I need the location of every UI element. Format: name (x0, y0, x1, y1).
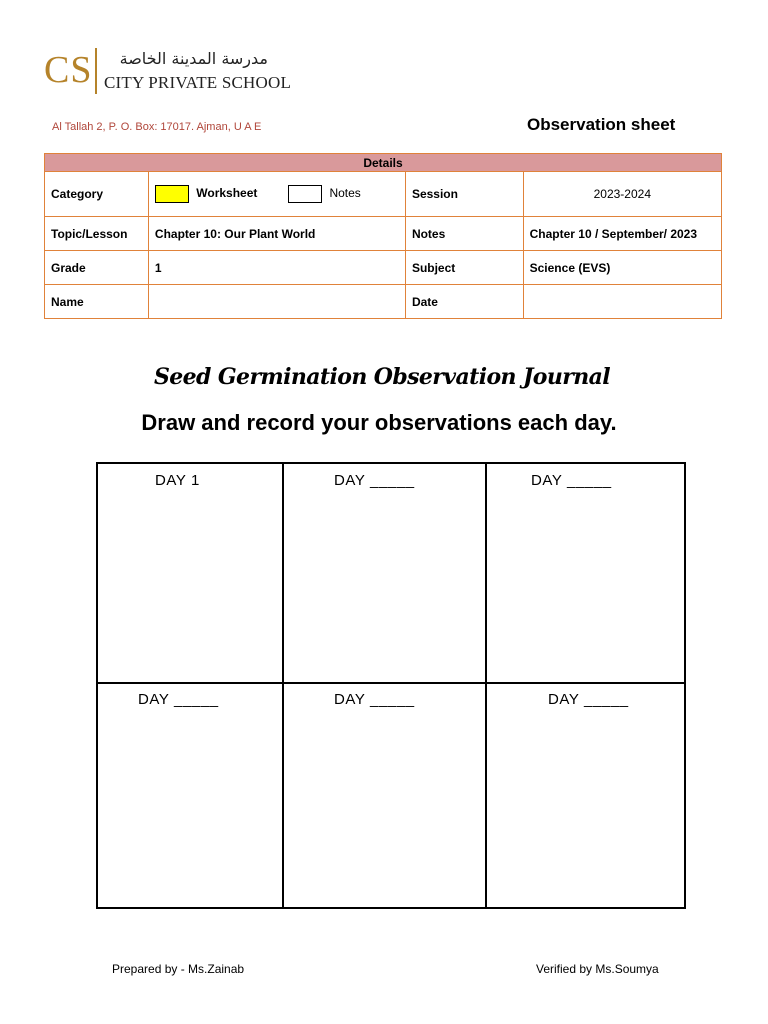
grid-divider-vertical-2 (485, 464, 487, 907)
notes-option-label: Notes (329, 186, 361, 201)
subject-value: Science (EVS) (523, 251, 721, 285)
name-label: Name (45, 285, 149, 319)
category-options (148, 172, 405, 217)
grid-divider-horizontal (98, 682, 684, 684)
day-5-label: DAY _____ (334, 691, 415, 708)
grade-label: Grade (45, 251, 149, 285)
day-6-label: DAY _____ (548, 691, 629, 708)
grade-value: 1 (148, 251, 405, 285)
grid-divider-vertical-1 (282, 464, 284, 907)
sheet-title: Observation sheet (527, 115, 676, 134)
category-label: Category (45, 172, 149, 217)
subject-label: Subject (405, 251, 523, 285)
name-field[interactable] (148, 285, 405, 319)
day-3-label: DAY _____ (531, 472, 612, 489)
session-label: Session (405, 172, 523, 217)
notes-label: Notes (405, 217, 523, 251)
session-value: 2023-2024 (523, 172, 721, 217)
observation-grid (96, 462, 686, 909)
day-2-label: DAY _____ (334, 472, 415, 489)
topic-label: Topic/Lesson (45, 217, 149, 251)
date-field[interactable] (523, 285, 721, 319)
verified-by: Verified by Ms.Soumya (536, 962, 659, 976)
notes-checkbox[interactable] (288, 185, 322, 203)
school-logo-abbr: CS (44, 49, 93, 91)
school-name-arabic: مدرسة المدينة الخاصة (119, 49, 268, 68)
journal-title: Seed Germination Observation Journal (153, 364, 611, 390)
topic-value: Chapter 10: Our Plant World (148, 217, 405, 251)
details-table (44, 153, 722, 319)
notes-value: Chapter 10 / September/ 2023 (523, 217, 721, 251)
prepared-by: Prepared by - Ms.Zainab (112, 962, 245, 976)
date-label: Date (405, 285, 523, 319)
details-header: Details (45, 154, 722, 172)
school-address: Al Tallah 2, P. O. Box: 17017. Ajman, U A E (52, 121, 262, 133)
day-4-label: DAY _____ (138, 691, 219, 708)
day-1-label: DAY 1 (155, 472, 200, 489)
worksheet-label: Worksheet (196, 186, 258, 201)
logo-divider (95, 48, 97, 94)
worksheet-checkbox[interactable] (155, 185, 189, 203)
instructions: Draw and record your observations each day. (141, 410, 617, 435)
school-name-english: CITY PRIVATE SCHOOL (104, 73, 292, 92)
